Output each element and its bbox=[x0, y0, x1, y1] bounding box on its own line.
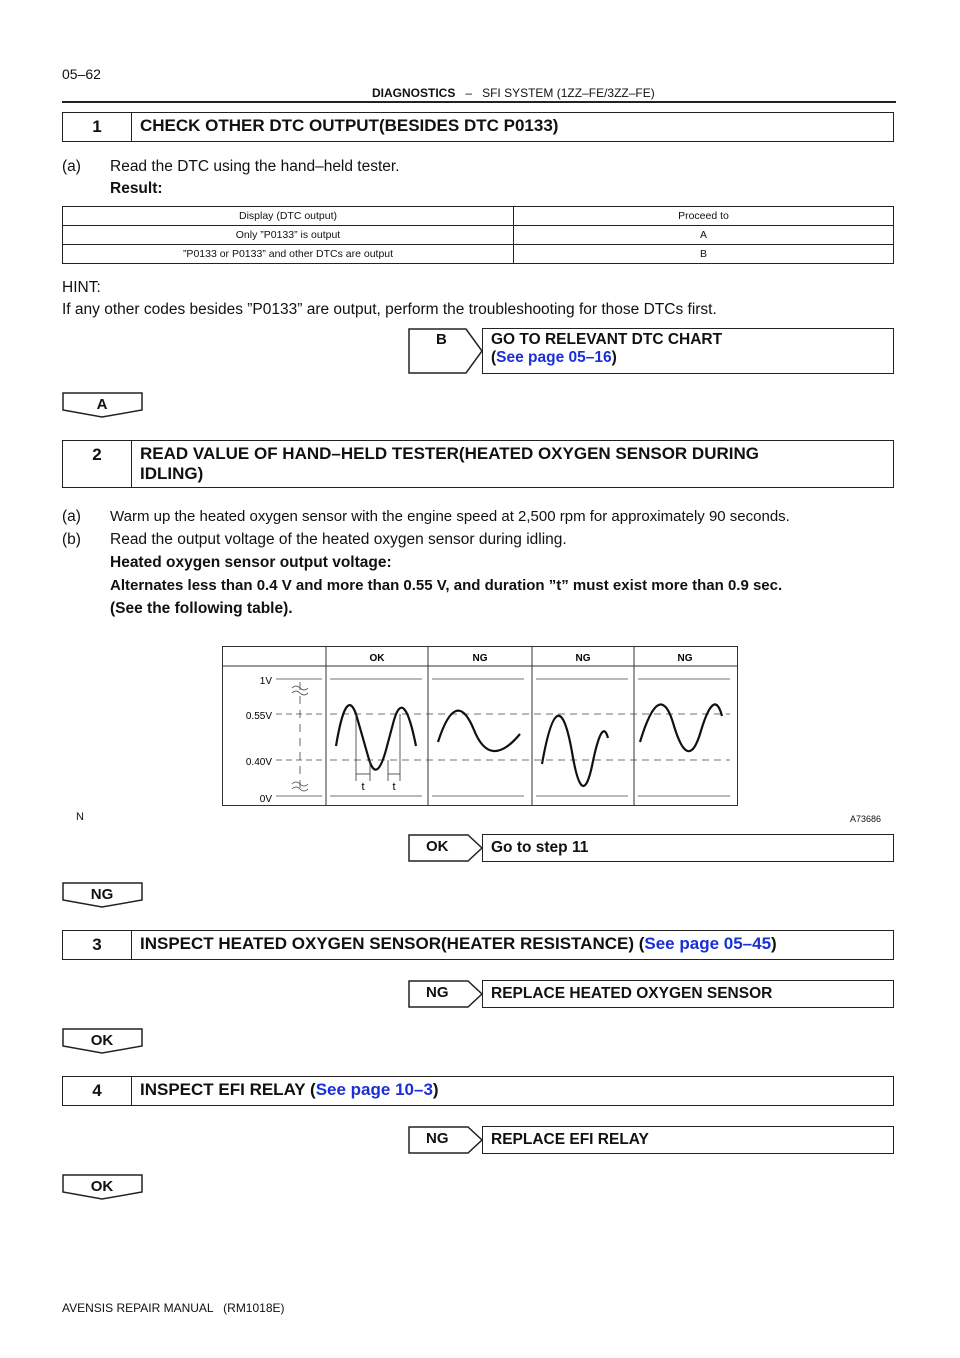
y-label-040v: 0.40V bbox=[245, 757, 272, 768]
table-header-row bbox=[63, 207, 894, 226]
step-title-line: READ VALUE OF HAND–HELD TESTER(HEATED OXYGEN SENSOR DURING bbox=[140, 444, 759, 463]
step-3-heading bbox=[62, 930, 894, 960]
step-title bbox=[132, 441, 767, 487]
header-separator: – bbox=[465, 86, 473, 100]
result-label: Result: bbox=[110, 180, 163, 197]
table-cell: A bbox=[514, 226, 894, 245]
result-box-ng: REPLACE EFI RELAY bbox=[482, 1126, 894, 1154]
corner-mark: N bbox=[76, 811, 84, 823]
t-label: t bbox=[392, 781, 396, 793]
table-cell: Only ”P0133” is output bbox=[63, 226, 514, 245]
see-page-link[interactable]: See page 05–45 bbox=[644, 934, 772, 953]
voltage-waveform-diagram bbox=[222, 646, 738, 806]
y-label-1v: 1V bbox=[259, 676, 272, 687]
header-rule bbox=[62, 101, 896, 103]
instruction-text: Read the DTC using the hand–held tester. bbox=[110, 158, 400, 175]
table-row bbox=[63, 245, 894, 264]
result-tag-b: B bbox=[436, 331, 447, 348]
step-title: CHECK OTHER DTC OUTPUT(BESIDES DTC P0133) bbox=[140, 116, 559, 135]
y-label-055v: 0.55V bbox=[245, 711, 272, 722]
flag-a-label: A bbox=[96, 396, 108, 413]
step-title: INSPECT EFI RELAY (See page 10–3) bbox=[140, 1080, 439, 1099]
table-cell: B bbox=[514, 245, 894, 264]
table-row bbox=[63, 226, 894, 245]
flag-ng-label: NG bbox=[90, 886, 114, 903]
step-2-item-b bbox=[62, 529, 567, 551]
step-4-heading bbox=[62, 1076, 894, 1106]
step-1-instruction bbox=[62, 156, 400, 178]
step-title-line: IDLING) bbox=[140, 464, 204, 483]
step-number: 4 bbox=[63, 1077, 132, 1105]
result-box-ok: Go to step 11 bbox=[482, 834, 894, 862]
table-header-cell: Display (DTC output) bbox=[63, 207, 514, 226]
spec-text: Alternates less than 0.4 V and more than 0.55 V, and duration ”t” must exist more than 0.9 sec. bbox=[110, 577, 783, 594]
y-label-0v: 0V bbox=[259, 794, 272, 805]
step-1-heading bbox=[62, 112, 894, 142]
table-header-cell: Proceed to bbox=[514, 207, 894, 226]
column-header-ng: NG bbox=[677, 653, 693, 664]
step-number: 1 bbox=[63, 113, 132, 141]
result-box-b bbox=[482, 328, 894, 374]
step-number: 3 bbox=[63, 931, 132, 959]
flag-ok-label: OK bbox=[90, 1178, 114, 1195]
result-b-line2: (See page 05–16) bbox=[491, 349, 617, 366]
table-cell: ”P0133 or P0133” and other DTCs are output bbox=[63, 245, 514, 264]
running-header bbox=[372, 86, 655, 100]
step-2-heading bbox=[62, 440, 894, 488]
header-subsection: SFI SYSTEM (1ZZ–FE/3ZZ–FE) bbox=[482, 86, 655, 100]
result-b-line1: GO TO RELEVANT DTC CHART bbox=[491, 331, 723, 348]
see-page-link[interactable]: See page 10–3 bbox=[315, 1080, 433, 1099]
item-text: Read the output voltage of the heated oxygen sensor during idling. bbox=[110, 531, 567, 548]
page-number: 05–62 bbox=[62, 66, 101, 82]
step-number: 2 bbox=[63, 441, 132, 487]
step-title: INSPECT HEATED OXYGEN SENSOR(HEATER RESISTANCE) (See page 05–45) bbox=[140, 934, 777, 953]
figure-id: A73686 bbox=[850, 814, 882, 824]
see-page-link[interactable]: See page 05–16 bbox=[496, 349, 612, 366]
list-marker: (b) bbox=[62, 531, 81, 548]
header-section: DIAGNOSTICS bbox=[372, 86, 456, 100]
result-tag-ng: NG bbox=[426, 1130, 449, 1147]
result-tag-ok: OK bbox=[426, 838, 449, 855]
result-tag-ng: NG bbox=[426, 984, 449, 1001]
hint-text: If any other codes besides ”P0133” are output, perform the troubleshooting for those DTCs first. bbox=[62, 301, 717, 318]
t-label: t bbox=[361, 781, 365, 793]
spec-note: (See the following table). bbox=[110, 600, 293, 617]
step-2-item-a bbox=[62, 506, 902, 528]
column-header-ng: NG bbox=[472, 653, 488, 664]
result-table bbox=[62, 206, 894, 264]
column-header-ng: NG bbox=[575, 653, 591, 664]
item-text: Warm up the heated oxygen sensor with the engine speed at 2,500 rpm for approximately 90 seconds. bbox=[110, 508, 790, 525]
list-marker: (a) bbox=[62, 508, 81, 525]
spec-label: Heated oxygen sensor output voltage: bbox=[110, 554, 392, 571]
list-marker: (a) bbox=[62, 158, 81, 175]
footer: AVENSIS REPAIR MANUAL (RM1018E) bbox=[62, 1301, 285, 1315]
flag-ok-label: OK bbox=[90, 1032, 114, 1049]
column-header-ok: OK bbox=[369, 653, 385, 664]
hint-label: HINT: bbox=[62, 279, 101, 296]
result-box-ng: REPLACE HEATED OXYGEN SENSOR bbox=[482, 980, 894, 1008]
